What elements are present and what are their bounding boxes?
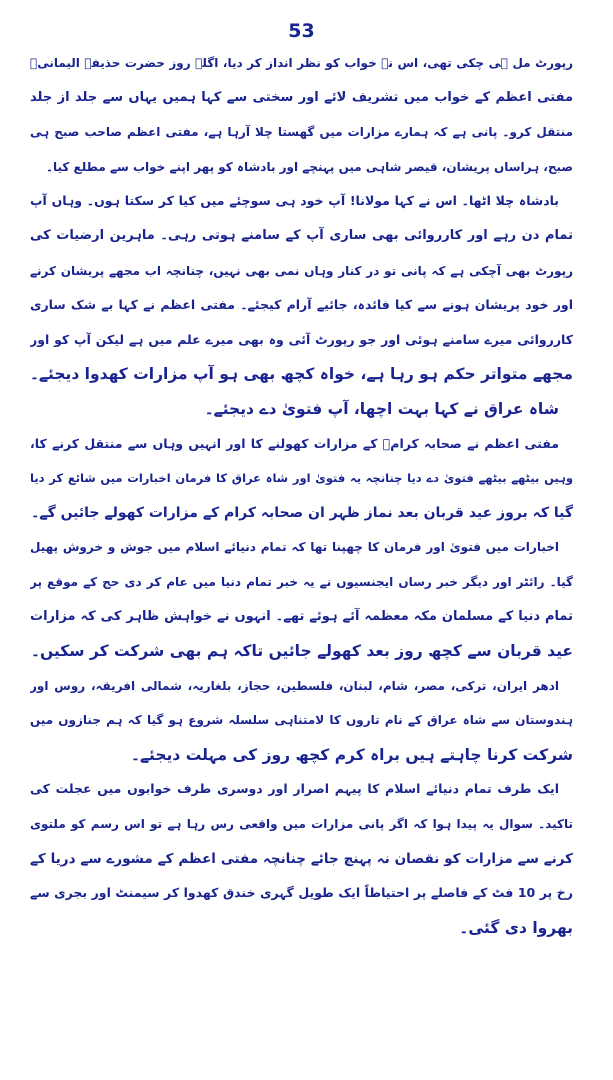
text-line: اخبارات میں فتویٰ اور فرمان کا چھپنا تھا کہ تمام دنیائے اسلام میں جوش و خروش پھیل xyxy=(30,540,559,555)
body-text xyxy=(30,46,573,945)
text-line: بادشاہ چلا اٹھا۔ اس نے کہا مولانا! آپ خود ہی سوچئے میں کیا کر سکتا ہوں۔ وہاں آپ xyxy=(30,193,559,209)
text-line: وہیں بیٹھے بیٹھے فتویٰ دے دیا چنانچہ یہ فتویٰ اور شاہ عراق کا فرمان اخبارات میں شائع کر دیا xyxy=(30,471,573,486)
text-line: رپورٹ مل ہی چکی تھی، اس نے خواب کو نظر انداز کر دیا، اگلے روز حضرت حذیفہ الیمانیؓ xyxy=(30,56,573,70)
text-line: رپورٹ بھی آچکی ہے کہ پانی تو در کنار وہاں نمی بھی نہیں، چنانچہ اب مجھے پریشان کرنے xyxy=(30,263,573,278)
text-line: ایک طرف تمام دنیائے اسلام کا پیہم اصرار اور دوسری طرف خوابوں میں عجلت کی xyxy=(30,781,559,797)
page-number: 53 xyxy=(288,20,315,42)
text-line: عید قربان سے کچھ روز بعد کھولے جائیں تاکہ ہم بھی شرکت کر سکیں۔ xyxy=(30,642,573,661)
text-line: مفتی اعظم نے صحابہ کرامؓ کے مزارات کھولنے کا اور انہیں وہاں سے منتقل کرنے کا، xyxy=(30,435,559,451)
text-line: ہندوستان سے شاہ عراق کے نام تاروں کا لامتناہی سلسلہ شروع ہو گیا کہ ہم جنازوں میں xyxy=(30,713,573,728)
text-line: شرکت کرنا چاہتے ہیں براہ کرم کچھ روز کی مہلت دیجئے۔ xyxy=(130,745,573,764)
text-line: گیا کہ بروز عید قربان بعد نماز ظہر ان صحابہ کرام کے مزارات کھولے جائیں گے۔ xyxy=(31,504,573,521)
text-line: تاکید۔ سوال یہ پیدا ہوا کہ اگر پانی مزارات میں واقعی رس رہا ہے تو اس رسم کو ملتوی xyxy=(30,817,573,832)
text-line: کارروائی میرے سامنے ہوئی اور جو رپورٹ آئی وہ بھی میرے علم میں ہے لیکن آپ کو اور xyxy=(30,331,573,347)
text-line: تمام دن رہے اور کارروائی بھی ساری آپ کے سامنے ہوتی رہی۔ ماہرین ارضیات کی xyxy=(30,227,573,243)
text-line: کرنے سے مزارات کو نقصان نہ پہنچ جائے چنانچہ مفتی اعظم کے مشورے سے دریا کے xyxy=(30,850,573,867)
text-line: گیا۔ رائٹر اور دیگر خبر رساں ایجنسیوں نے یہ خبر تمام دنیا میں عام کر دی حج کے موقع پر xyxy=(30,574,573,589)
text-line: رخ پر 10 فٹ کے فاصلے پر احتیاطاً ایک طویل گہری خندق کھدوا کر سیمنٹ اور بجری سے xyxy=(30,885,573,901)
text-line: ادھر ایران، ترکی، مصر، شام، لبنان، فلسطین، حجاز، بلغاریہ، شمالی افریقہ، روس اور xyxy=(30,678,559,693)
text-line: اور خود پریشان ہونے سے کیا فائدہ، جائیے آرام کیجئے۔ مفتی اعظم نے کہا بے شک ساری xyxy=(30,297,573,313)
text-line: شاہ عراق نے کہا بہت اچھا، آپ فتویٰ دے دیجئے۔ xyxy=(204,399,559,418)
text-line: منتقل کرو۔ پانی ہے کہ ہمارے مزارات میں گھستا چلا آرہا ہے، مفتی اعظم صاحب صبح ہی xyxy=(30,125,573,140)
text-line: تمام دنیا کے مسلمان مکہ معظمہ آئے ہوئے تھے۔ انہوں نے خواہش ظاہر کی کہ مزارات xyxy=(30,608,573,624)
text-line: صبح، ہراساں پریشان، قیصر شاہی میں پہنچے اور بادشاہ کو پھر اپنے خواب سے مطلع کیا۔ xyxy=(45,159,573,174)
text-line: بھروا دی گئی۔ xyxy=(459,918,573,937)
text-line: مفتی اعظم کے خواب میں تشریف لائے اور سختی سے کہا ہمیں یہاں سے جلد از جلد xyxy=(30,89,573,105)
text-line: مجھے متواتر حکم ہو رہا ہے، خواہ کچھ بھی ہو آپ مزارات کھدوا دیجئے۔ xyxy=(30,365,573,384)
